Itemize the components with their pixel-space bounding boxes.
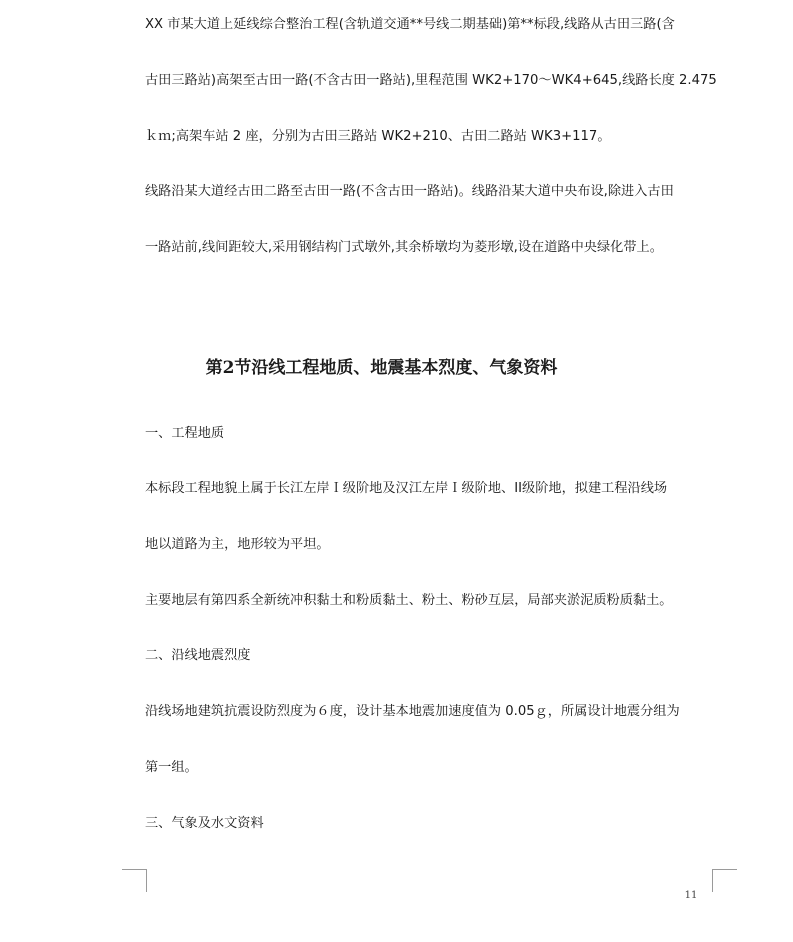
body-text-line: 第一组。 [145,760,198,775]
section-heading: 第2节沿线工程地质、地震基本烈度、气象资料 [205,358,558,378]
body-text-line: 古田三路站)高架至古田一路(不含古田一路站),里程范围 WK2+170～WK4+645,线路长度 2.475 [145,73,717,88]
crop-mark-left [122,869,147,892]
body-text-line: 线路沿某大道经古田二路至古田一路(不含古田一路站)。线路沿某大道中央布设,除进入古田 [145,184,674,199]
body-text-line: XX 市某大道上延线综合整治工程(含轨道交通**号线二期基础)第**标段,线路从古田三路(含 [145,17,675,32]
subsection-title: 二、沿线地震烈度 [145,648,251,663]
body-text-line: 一路站前,线间距较大,采用钢结构门式墩外,其余桥墩均为菱形墩,设在道路中央绿化带上。 [145,240,663,255]
page-number: 11 [684,890,698,901]
body-text-line: 本标段工程地貌上属于长江左岸Ｉ级阶地及汉江左岸Ｉ级阶地、II级阶地，拟建工程沿线场 [145,481,668,496]
body-text-line: 地以道路为主，地形较为平坦。 [145,537,330,552]
body-text-line: ｋｍ;高架车站 2 座，分别为古田三路站 WK2+210、古田二路站 WK3+117。 [145,129,611,144]
crop-mark-right [712,869,737,892]
subsection-title: 一、工程地质 [145,426,225,441]
body-text-line: 主要地层有第四系全新统冲积黏土和粉质黏土、粉土、粉砂互层，局部夹淤泥质粉质黏土。 [145,593,673,608]
subsection-title: 三、气象及水文资料 [145,816,264,831]
body-text-line: 沿线场地建筑抗震设防烈度为６度，设计基本地震加速度值为 0.05ｇ，所属设计地震分组为 [145,704,680,719]
